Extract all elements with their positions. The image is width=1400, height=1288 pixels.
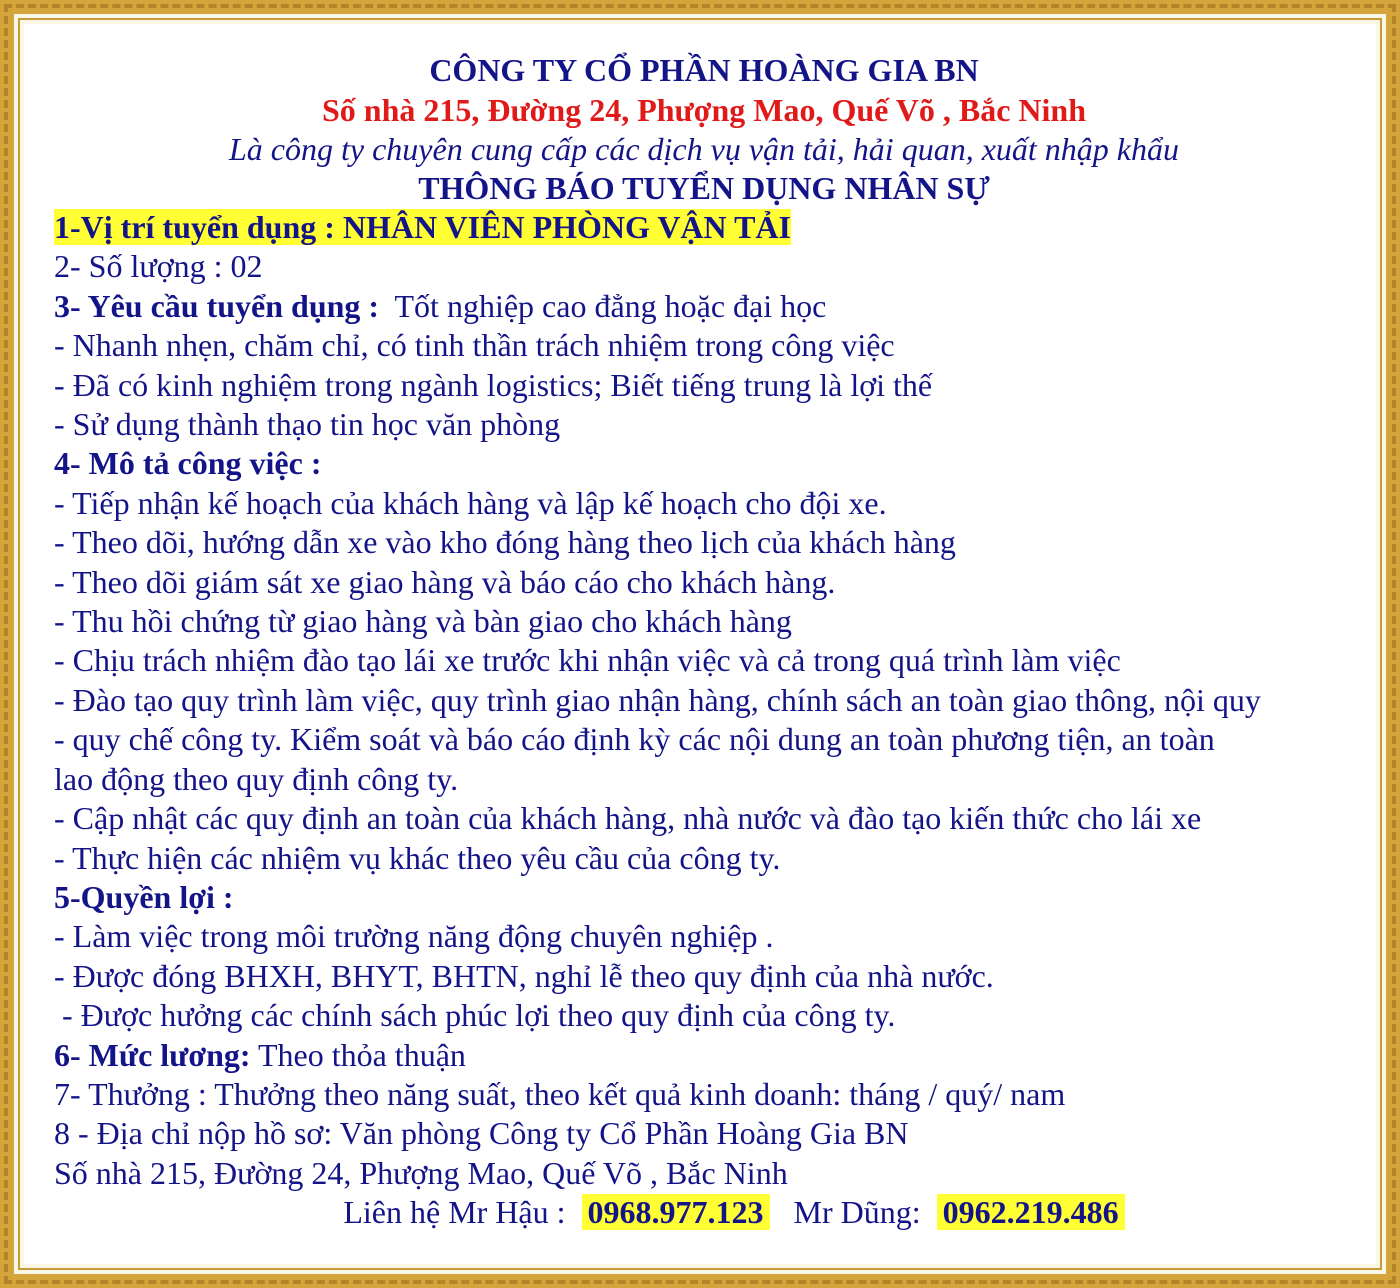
application-address-line: 8 - Địa chỉ nộp hồ sơ: Văn phòng Công ty Cổ Phần Hoàng Gia BN [54, 1115, 909, 1152]
job-description-item: - Chịu trách nhiệm đào tạo lái xe trước khi nhận việc và cả trong quá trình làm việc [54, 642, 1121, 679]
recruitment-notice [54, 50, 1354, 1233]
job-description-item: - Cập nhật các quy định an toàn của khách hàng, nhà nước và đào tạo kiến thức cho lái xe [54, 800, 1202, 837]
company-tagline: Là công ty chuyên cung cấp các dịch vụ vận tải, hải quan, xuất nhập khẩu [229, 131, 1179, 167]
quantity-line: 2- Số lượng : 02 [54, 248, 263, 285]
contact-line [54, 1193, 1354, 1232]
job-description-heading: 4- Mô tả công việc : [54, 445, 322, 482]
salary-value: Theo thỏa thuận [257, 1036, 466, 1073]
job-description-item: - Theo dõi giám sát xe giao hàng và báo cáo cho khách hàng. [54, 563, 836, 600]
contact-prefix-dung: Mr Dũng: [793, 1194, 921, 1231]
position-label: 1-Vị trí tuyển dụng : NHÂN VIÊN PHÒNG VẬN TẢI [54, 209, 791, 245]
requirement-item: - Đã có kinh nghiệm trong ngành logistics; Biết tiếng trung là lợi thế [54, 366, 933, 403]
salary-label: 6- Mức lương: [54, 1036, 251, 1073]
phone-dung[interactable]: 0962.219.486 [937, 1194, 1125, 1230]
benefits-heading: 5-Quyền lợi : [54, 878, 234, 915]
benefit-item: - Được đóng BHXH, BHYT, BHTN, nghỉ lễ theo quy định của nhà nước. [54, 957, 994, 994]
company-address: Số nhà 215, Đường 24, Phượng Mao, Quế Võ , Bắc Ninh [321, 92, 1087, 128]
job-description-item: - Thu hồi chứng từ giao hàng và bàn giao cho khách hàng [54, 603, 792, 640]
job-description-item: - quy chế công ty. Kiểm soát và báo cáo định kỳ các nội dung an toàn phương tiện, an toàn [54, 721, 1215, 758]
company-name: CÔNG TY CỔ PHẦN HOÀNG GIA BN [429, 52, 979, 88]
requirement-item: - Sử dụng thành thạo tin học văn phòng [54, 406, 561, 443]
salary-line [54, 1036, 1354, 1075]
contact-prefix-hau: Liên hệ Mr Hậu : [343, 1194, 566, 1231]
job-description-item: - Theo dõi, hướng dẫn xe vào kho đóng hàng theo lịch của khách hàng [54, 524, 956, 561]
job-description-item: - Đào tạo quy trình làm việc, quy trình giao nhận hàng, chính sách an toàn giao thông, nội quy [54, 681, 1261, 718]
position-heading [54, 208, 1354, 247]
benefit-item: - Làm việc trong môi trường năng động chuyên nghiệp . [54, 918, 774, 955]
bonus-line: 7- Thưởng : Thưởng theo năng suất, theo kết quả kinh doanh: tháng / quý/ nam [54, 1075, 1066, 1112]
phone-hau[interactable]: 0968.977.123 [582, 1194, 770, 1230]
job-description-item: - Thực hiện các nhiệm vụ khác theo yêu cầu của công ty. [54, 839, 781, 876]
notice-title: THÔNG BÁO TUYỂN DỤNG NHÂN SỰ [418, 170, 990, 206]
requirement-item: - Nhanh nhẹn, chăm chỉ, có tinh thần trách nhiệm trong công việc [54, 327, 895, 364]
benefit-item: - Được hưởng các chính sách phúc lợi theo quy định của công ty. [62, 997, 896, 1034]
application-address-detail: Số nhà 215, Đường 24, Phượng Mao, Quế Võ , Bắc Ninh [54, 1154, 788, 1191]
requirements-label: 3- Yêu cầu tuyển dụng : [54, 287, 380, 324]
requirements-heading [54, 287, 1354, 326]
job-description-item: - Tiếp nhận kế hoạch của khách hàng và lập kế hoạch cho đội xe. [54, 484, 887, 521]
job-description-item: lao động theo quy định công ty. [54, 760, 459, 797]
requirements-value: Tốt nghiệp cao đẳng hoặc đại học [394, 287, 827, 324]
